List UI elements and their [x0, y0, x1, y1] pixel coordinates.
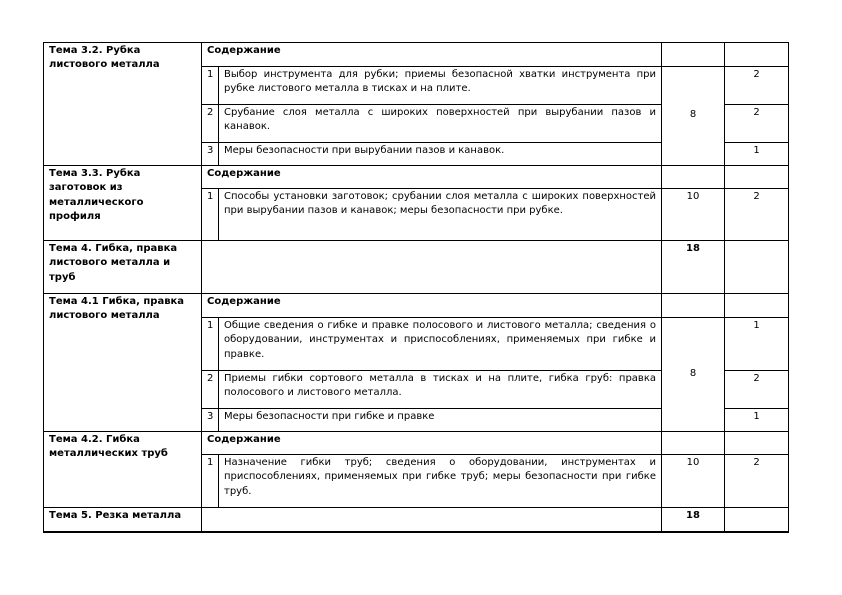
level-cell: 1: [725, 409, 789, 432]
hours-cell: 8: [662, 67, 725, 166]
item-text: Способы установки заготовок; срубании слоя металла с широких поверхностей при вырубании пазов и канавок; меры безопасности при рубке.: [219, 189, 662, 241]
level-cell: 2: [725, 371, 789, 409]
hours-cell: 8: [662, 318, 725, 432]
item-number: 1: [202, 189, 219, 241]
table-row: [44, 241, 789, 294]
theme-title: Тема 4.2. Гибка металлических труб: [44, 432, 202, 508]
level-cell: [725, 508, 789, 532]
hours-cell: [662, 432, 725, 455]
level-cell: [725, 294, 789, 318]
level-cell: [725, 166, 789, 189]
item-text: Выбор инструмента для рубки; приемы безопасной хватки инструмента при рубке листового металла в тисках и на плите.: [219, 67, 662, 105]
level-cell: 2: [725, 455, 789, 508]
theme-title: Тема 3.2. Рубка листового металла: [44, 43, 202, 166]
hours-cell: 18: [662, 241, 725, 294]
theme-title: Тема 5. Резка металла: [44, 508, 202, 532]
item-number: 1: [202, 67, 219, 105]
content-cell: [202, 508, 662, 532]
item-number: 1: [202, 455, 219, 508]
hours-cell: [662, 294, 725, 318]
theme-title: Тема 3.3. Рубка заготовок из металлического профиля: [44, 166, 202, 241]
item-text: Общие сведения о гибке и правке полосового и листового металла; сведения о оборудовании, инструментах и приспособлениях, применяемых при гибке и правке.: [219, 318, 662, 371]
table-row: [44, 294, 789, 318]
level-cell: [725, 43, 789, 67]
item-number: 2: [202, 371, 219, 409]
hours-cell: [662, 166, 725, 189]
content-header: Содержание: [202, 43, 662, 67]
item-number: 1: [202, 318, 219, 371]
table-row: [44, 432, 789, 455]
hours-cell: 10: [662, 189, 725, 241]
content-cell: [202, 241, 662, 294]
curriculum-table: [43, 42, 789, 533]
item-text: Срубание слоя металла с широких поверхностей при вырубании пазов и канавок.: [219, 105, 662, 143]
hours-cell: 18: [662, 508, 725, 532]
level-cell: 2: [725, 189, 789, 241]
item-number: 3: [202, 409, 219, 432]
hours-cell: [662, 43, 725, 67]
item-text: Меры безопасности при вырубании пазов и канавок.: [219, 143, 662, 166]
hours-cell: 10: [662, 455, 725, 508]
item-number: 3: [202, 143, 219, 166]
item-text: Назначение гибки труб; сведения о оборудовании, инструментах и приспособлениях, применяемых при гибке труб; меры безопасности при гибке труб.: [219, 455, 662, 508]
content-header: Содержание: [202, 432, 662, 455]
level-cell: [725, 241, 789, 294]
content-header: Содержание: [202, 294, 662, 318]
level-cell: 2: [725, 67, 789, 105]
level-cell: 1: [725, 143, 789, 166]
content-header: Содержание: [202, 166, 662, 189]
table-row: [44, 43, 789, 67]
level-cell: 2: [725, 105, 789, 143]
item-number: 2: [202, 105, 219, 143]
level-cell: 1: [725, 318, 789, 371]
item-text: Меры безопасности при гибке и правке: [219, 409, 662, 432]
item-text: Приемы гибки сортового металла в тисках и на плите, гибка груб: правка полосового и листового металла.: [219, 371, 662, 409]
table-row: [44, 508, 789, 532]
level-cell: [725, 432, 789, 455]
table-row: [44, 166, 789, 189]
theme-title: Тема 4. Гибка, правка листового металла и труб: [44, 241, 202, 294]
theme-title: Тема 4.1 Гибка, правка листового металла: [44, 294, 202, 432]
